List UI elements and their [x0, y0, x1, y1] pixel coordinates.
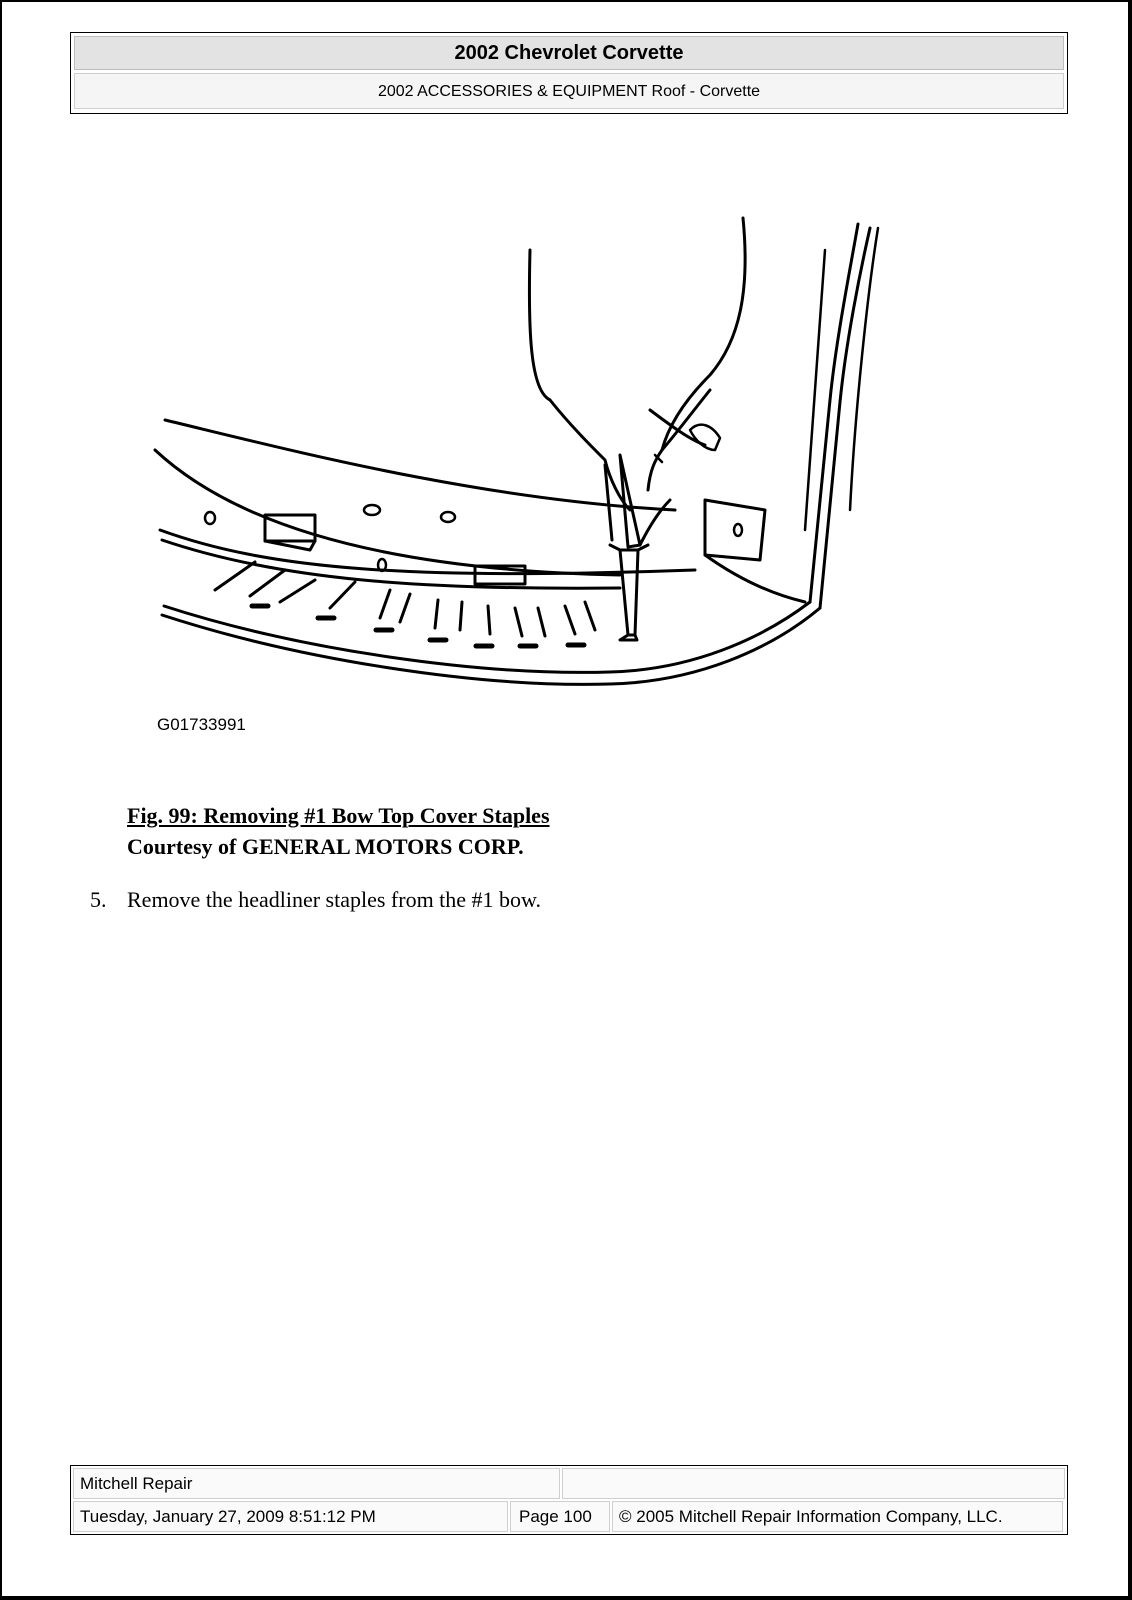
footer-publisher: Mitchell Repair — [73, 1468, 560, 1499]
figure-illustration — [150, 210, 910, 750]
footer-page-number: Page 100 — [510, 1501, 610, 1532]
graphic-id: G01733991 — [157, 715, 246, 734]
document-title: 2002 Chevrolet Corvette — [74, 36, 1064, 70]
figure-caption — [127, 800, 550, 862]
document-header — [70, 32, 1068, 114]
document-subtitle: 2002 ACCESSORIES & EQUIPMENT Roof - Corvette — [74, 73, 1064, 109]
footer-row-top — [73, 1468, 1065, 1499]
footer-copyright: © 2005 Mitchell Repair Information Company, LLC. — [612, 1501, 1063, 1532]
step-item — [90, 887, 541, 913]
figure-caption-title: Fig. 99: Removing #1 Bow Top Cover Staples — [127, 803, 550, 828]
document-footer — [70, 1465, 1068, 1535]
footer-row-bottom — [73, 1501, 1065, 1532]
figure-caption-courtesy: Courtesy of GENERAL MOTORS CORP. — [127, 834, 524, 859]
step-text: Remove the headliner staples from the #1 bow. — [127, 887, 542, 912]
footer-empty-cell — [562, 1468, 1065, 1499]
footer-timestamp: Tuesday, January 27, 2009 8:51:12 PM — [73, 1501, 508, 1532]
step-number: 5. — [90, 887, 107, 912]
staple-removal-drawing — [150, 210, 910, 750]
